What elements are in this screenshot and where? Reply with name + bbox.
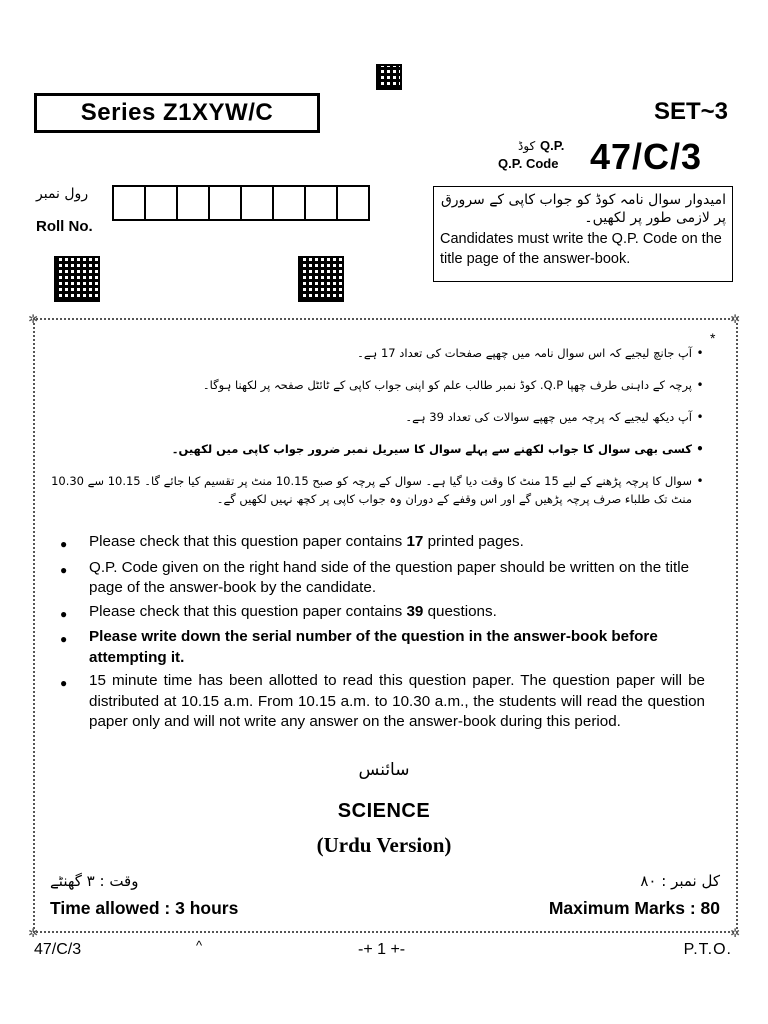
footer-caret: ^	[196, 938, 203, 953]
bullet-icon: •	[696, 378, 704, 392]
asterisk-icon: *	[710, 330, 716, 346]
list-item: ● Q.P. Code given on the right hand side of the question paper should be written on the title page of the answer-book by the candidate.	[60, 558, 705, 599]
pto-label: P.T.O.	[683, 941, 732, 958]
subject-version: (Urdu Version)	[316, 833, 452, 857]
bullet-icon: ●	[60, 676, 68, 690]
footer-code: 47/C/3	[34, 941, 82, 958]
list-item: ● Please check that this question paper contains 39 questions.	[60, 602, 705, 625]
qp-code: 47/C/3	[590, 136, 703, 177]
roll-digit-box[interactable]	[272, 185, 306, 221]
instruction-urdu: امیدوار سوال نامہ کوڈ کو جواب کاپی کے سرورق پر لازمی طور پر لکھیں۔	[440, 192, 726, 226]
corner-star-icon: ✲	[28, 312, 39, 326]
subject-urdu: سائنس	[358, 760, 410, 780]
qp-code-label: Q.P. Code	[498, 156, 559, 171]
bullet-icon: •	[696, 474, 704, 488]
list-item: ● Please write down the serial number of the question in the answer-book before attempting it.	[60, 627, 705, 668]
qp-code-instruction-box	[433, 186, 733, 282]
list-item: • آپ جانچ لیجیے کہ اس سوال نامہ میں چھپے صفحات کی تعداد 17 ہے۔	[48, 344, 708, 362]
bullet-icon: ●	[60, 606, 68, 621]
roll-urdu-label: رول نمبر	[36, 186, 89, 202]
qr-code-left	[54, 256, 100, 302]
page-number: -+ 1 +-	[358, 941, 406, 958]
list-item: ● 15 minute time has been allotted to read this question paper. The question paper will be distributed at 10.15 a.m. From 10.15 a.m. to 10.30 a.m., the students will read the question paper only and will not write any answer on the answer-book during this period.	[60, 671, 705, 733]
time-urdu: وقت : ۳ گھنٹے	[50, 872, 139, 890]
english-instructions-list	[60, 532, 705, 736]
corner-star-icon: ✲	[730, 926, 741, 940]
list-item: ● Please check that this question paper contains 17 printed pages.	[60, 532, 705, 555]
series-label: Series Z1XYW/C	[34, 93, 320, 133]
corner-star-icon: ✲	[730, 312, 741, 326]
time-allowed: Time allowed : 3 hours	[50, 898, 239, 918]
roll-digit-box[interactable]	[208, 185, 242, 221]
qr-code-top	[376, 64, 402, 90]
qp-label: Q.P.	[540, 138, 565, 153]
bullet-icon: ●	[60, 537, 68, 551]
roll-digit-box[interactable]	[336, 185, 370, 221]
roll-digit-box[interactable]	[240, 185, 274, 221]
bullet-icon: ●	[60, 562, 68, 577]
bullet-icon: ●	[60, 632, 68, 646]
roll-label: Roll No.	[36, 218, 93, 235]
urdu-instructions-list	[48, 344, 708, 522]
qp-urdu-label: کوڈ	[518, 139, 536, 153]
list-item: • کسی بھی سوال کا جواب لکھنے سے پہلے سوال کا سیریل نمبر ضرور جواب کاپی میں لکھیں۔	[48, 440, 708, 458]
roll-number-boxes[interactable]	[112, 185, 368, 221]
bullet-icon: •	[696, 346, 704, 360]
roll-digit-box[interactable]	[304, 185, 338, 221]
list-item: • آپ دیکھ لیجیے کہ پرچہ میں چھپے سوالات کی تعداد 39 ہے۔	[48, 408, 708, 426]
bullet-icon: •	[696, 442, 704, 456]
marks-urdu: کل نمبر : ۸۰	[640, 872, 720, 890]
maximum-marks: Maximum Marks : 80	[548, 898, 720, 918]
list-item: • سوال کا پرچہ پڑھنے کے لیے 15 منٹ کا وقت دیا گیا ہے۔ سوال کے پرچہ کو صبح 10.15 منٹ پر تقسیم کیا جائے گا۔ 10.15 سے 10.30 منٹ تک طلباء صرف پرچہ پڑھیں گے اور اس وقفے کے دوران وہ جواب کاپی پر کچھ نہیں لکھیں گے۔	[48, 472, 708, 508]
roll-digit-box[interactable]	[176, 185, 210, 221]
roll-digit-box[interactable]	[144, 185, 178, 221]
roll-digit-box[interactable]	[112, 185, 146, 221]
subject-title: SCIENCE	[337, 800, 431, 822]
qr-code-middle	[298, 256, 344, 302]
list-item: • پرچہ کے داہنی طرف چھپا Q.P. کوڈ نمبر طالب علم کو اپنی جواب کاپی کے ٹائٹل صفحہ پر لکھنا ہوگا۔	[48, 376, 708, 394]
set-label: SET~3	[653, 98, 728, 125]
instruction-english: Candidates must write the Q.P. Code on the title page of the answer-book.	[440, 231, 722, 267]
corner-star-icon: ✲	[28, 926, 39, 940]
bullet-icon: •	[696, 410, 704, 424]
